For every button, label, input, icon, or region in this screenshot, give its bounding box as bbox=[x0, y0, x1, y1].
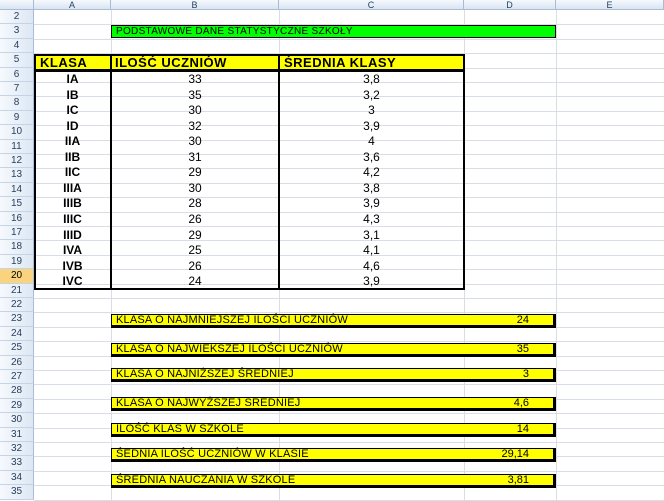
cell-ilosc-uczniow[interactable]: 33 bbox=[188, 72, 202, 86]
summary-label: KLASA O NAJWIEKSZEJ ILOŚCI UCZNIÓW bbox=[116, 343, 343, 355]
column-header-b[interactable]: B bbox=[111, 0, 279, 10]
row-header-35[interactable]: 35 bbox=[0, 485, 34, 499]
row-header-8[interactable]: 8 bbox=[0, 96, 34, 110]
cell-srednia-klasy[interactable]: 3,9 bbox=[363, 196, 380, 211]
column-header-d[interactable]: D bbox=[464, 0, 556, 10]
row-header-31[interactable]: 31 bbox=[0, 428, 34, 442]
row-header-21[interactable]: 21 bbox=[0, 284, 34, 298]
row-header-16[interactable]: 16 bbox=[0, 212, 34, 226]
row-header-30[interactable]: 30 bbox=[0, 413, 34, 427]
summary-label: KLASA O NAJNIŻSZEJ ŚREDNIEJ bbox=[116, 368, 294, 380]
cell-ilosc-uczniow[interactable]: 35 bbox=[188, 87, 202, 102]
cell-klasa[interactable]: IIID bbox=[63, 227, 82, 242]
row-header-18[interactable]: 18 bbox=[0, 240, 34, 254]
summary-row[interactable] bbox=[111, 423, 556, 437]
cell-ilosc-uczniow[interactable]: 28 bbox=[188, 196, 202, 211]
row-header-25[interactable]: 25 bbox=[0, 341, 34, 355]
row-header-28[interactable]: 28 bbox=[0, 384, 34, 398]
sheet-title[interactable]: PODSTAWOWE DANE STATYSTYCZNE SZKOŁY bbox=[111, 25, 556, 38]
cell-klasa[interactable]: IIIA bbox=[63, 180, 82, 195]
select-all-corner[interactable] bbox=[0, 0, 34, 10]
summary-row[interactable] bbox=[111, 343, 556, 357]
row-header-32[interactable]: 32 bbox=[0, 442, 34, 456]
cell-srednia-klasy[interactable]: 3,8 bbox=[363, 72, 380, 86]
summary-value: 35 bbox=[516, 343, 529, 355]
row-header-17[interactable]: 17 bbox=[0, 226, 34, 240]
summary-row[interactable] bbox=[111, 314, 556, 328]
cell-klasa[interactable]: IIC bbox=[64, 165, 81, 180]
summary-row[interactable] bbox=[111, 474, 556, 488]
cell-klasa[interactable]: IVB bbox=[62, 258, 83, 273]
cell-srednia-klasy[interactable]: 3,8 bbox=[363, 180, 380, 195]
cell-klasa[interactable]: IC bbox=[66, 103, 79, 118]
header-srednia-klasy[interactable]: ŚREDNIA KLASY bbox=[278, 54, 465, 71]
cell-klasa[interactable]: IB bbox=[66, 87, 79, 102]
row-header-33[interactable]: 33 bbox=[0, 456, 34, 470]
header-ilosc-uczniow[interactable]: ILOŚĆ UCZNIÓW bbox=[110, 54, 280, 71]
cell-klasa[interactable]: IIIB bbox=[63, 196, 82, 211]
cell-srednia-klasy[interactable]: 3,6 bbox=[363, 149, 380, 164]
summary-row[interactable] bbox=[111, 368, 556, 382]
summary-label: ŚREDNIA NAUCZANIA W SZKOLE bbox=[116, 474, 296, 486]
summary-row[interactable] bbox=[111, 448, 556, 462]
cell-ilosc-uczniow[interactable]: 26 bbox=[188, 211, 202, 226]
row-header-26[interactable]: 26 bbox=[0, 356, 34, 370]
cell-srednia-klasy[interactable]: 4,6 bbox=[363, 258, 380, 273]
cell-srednia-klasy[interactable]: 4,1 bbox=[363, 243, 380, 258]
cell-srednia-klasy[interactable]: 3 bbox=[368, 103, 375, 118]
row-header-2[interactable]: 2 bbox=[0, 10, 34, 24]
cell-srednia-klasy[interactable]: 4 bbox=[368, 134, 375, 149]
row-header-23[interactable]: 23 bbox=[0, 312, 34, 326]
cell-srednia-klasy[interactable]: 3,9 bbox=[363, 118, 380, 133]
cell-srednia-klasy[interactable]: 4,2 bbox=[363, 165, 380, 180]
summary-value: 3,81 bbox=[507, 474, 529, 486]
row-header-7[interactable]: 7 bbox=[0, 82, 34, 96]
row-header-9[interactable]: 9 bbox=[0, 111, 34, 125]
summary-value: 4,6 bbox=[513, 397, 529, 409]
row-header-19[interactable]: 19 bbox=[0, 255, 34, 269]
cell-klasa[interactable]: IVA bbox=[62, 243, 83, 258]
row-header-34[interactable]: 34 bbox=[0, 471, 34, 485]
row-header-27[interactable]: 27 bbox=[0, 370, 34, 384]
cell-ilosc-uczniow[interactable]: 32 bbox=[188, 118, 202, 133]
cell-srednia-klasy[interactable]: 3,9 bbox=[363, 274, 380, 289]
cell-ilosc-uczniow[interactable]: 26 bbox=[188, 258, 202, 273]
cell-klasa[interactable]: ID bbox=[66, 118, 79, 133]
cell-srednia-klasy[interactable]: 4,3 bbox=[363, 211, 380, 226]
row-header-22[interactable]: 22 bbox=[0, 298, 34, 312]
row-header-12[interactable]: 12 bbox=[0, 154, 34, 168]
row-header-20[interactable]: 20 bbox=[0, 269, 34, 283]
summary-label: ILOŚĆ KLAS W SZKOLE bbox=[116, 423, 244, 435]
row-header-10[interactable]: 10 bbox=[0, 125, 34, 139]
row-header-11[interactable]: 11 bbox=[0, 140, 34, 154]
cell-ilosc-uczniow[interactable]: 29 bbox=[188, 227, 202, 242]
summary-value: 14 bbox=[516, 423, 529, 435]
row-header-5[interactable]: 5 bbox=[0, 53, 34, 67]
summary-value: 29,14 bbox=[501, 448, 529, 460]
row-header-4[interactable]: 4 bbox=[0, 39, 34, 53]
cell-ilosc-uczniow[interactable]: 30 bbox=[188, 134, 202, 149]
cell-klasa[interactable]: IIA bbox=[64, 134, 81, 149]
column-header-e[interactable]: E bbox=[556, 0, 664, 10]
row-header-15[interactable]: 15 bbox=[0, 197, 34, 211]
summary-label: ŚEDNIA ILOŚĆ UCZNIÓW W KLASIE bbox=[116, 448, 309, 460]
summary-row[interactable] bbox=[111, 397, 556, 411]
summary-label: KLASA O NAJMNIEJSZEJ ILOŚCI UCZNIÓW bbox=[116, 314, 348, 326]
row-header-13[interactable]: 13 bbox=[0, 168, 34, 182]
summary-value: 24 bbox=[516, 314, 529, 326]
cell-ilosc-uczniow[interactable]: 25 bbox=[188, 243, 202, 258]
cell-klasa[interactable]: IA bbox=[66, 72, 79, 86]
row-header-6[interactable]: 6 bbox=[0, 68, 34, 82]
cell-srednia-klasy[interactable]: 3,2 bbox=[363, 87, 380, 102]
summary-value: 3 bbox=[522, 368, 529, 380]
cell-srednia-klasy[interactable]: 3,1 bbox=[363, 227, 380, 242]
cell-klasa[interactable]: IIIC bbox=[63, 211, 82, 226]
cell-klasa[interactable]: IIB bbox=[64, 149, 81, 164]
column-header-c[interactable]: C bbox=[279, 0, 464, 10]
summary-label: KLASA O NAJWYŻSZEJ SREDNIEJ bbox=[116, 397, 301, 409]
cell-ilosc-uczniow[interactable]: 24 bbox=[188, 274, 202, 289]
header-klasa[interactable]: KLASA bbox=[34, 54, 112, 71]
cell-ilosc-uczniow[interactable]: 30 bbox=[188, 103, 202, 118]
row-header-24[interactable]: 24 bbox=[0, 327, 34, 341]
cell-ilosc-uczniow[interactable]: 31 bbox=[188, 149, 202, 164]
row-header-29[interactable]: 29 bbox=[0, 399, 34, 413]
column-header-row bbox=[0, 0, 664, 10]
column-header-a[interactable]: A bbox=[34, 0, 111, 10]
cell-ilosc-uczniow[interactable]: 29 bbox=[188, 165, 202, 180]
cell-klasa[interactable]: IVC bbox=[62, 274, 83, 289]
row-header-3[interactable]: 3 bbox=[0, 24, 34, 38]
row-header-14[interactable]: 14 bbox=[0, 183, 34, 197]
cell-ilosc-uczniow[interactable]: 30 bbox=[188, 180, 202, 195]
